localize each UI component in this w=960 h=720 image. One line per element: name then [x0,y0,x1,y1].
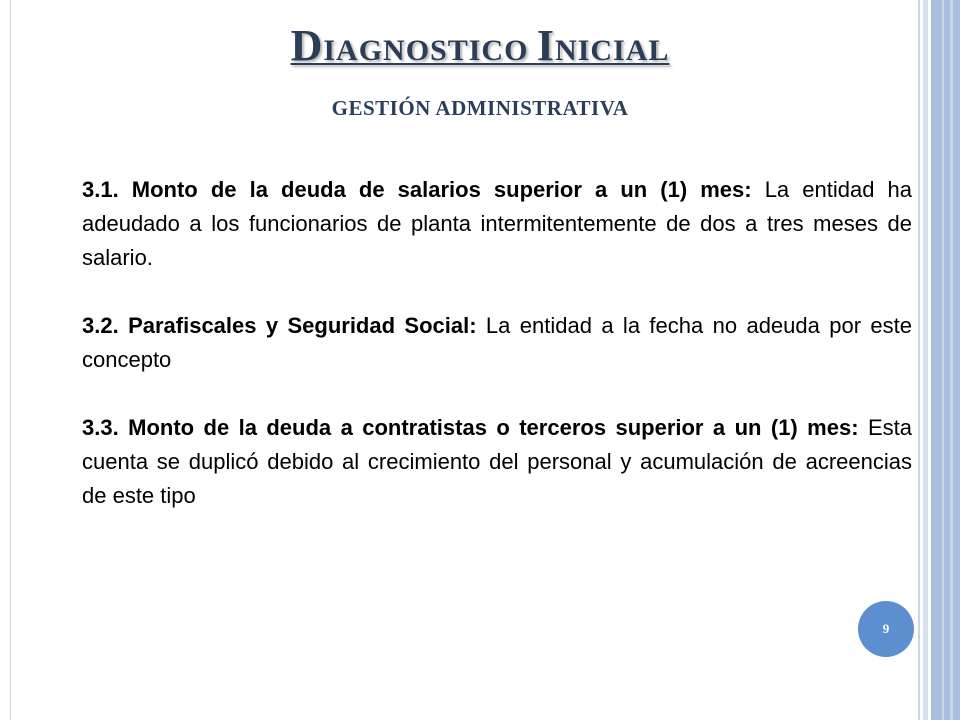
title-initial-1: D [290,21,324,70]
section-heading: 3.3. Monto de la deuda a contratistas o terceros superior a un (1) mes: [82,415,859,440]
section-3-1 [82,173,912,275]
title-word-1-rest: IAGNOSTICO [323,34,529,67]
slide-title [0,20,960,77]
body-content [82,173,912,547]
section-heading: 3.1. Monto de la deuda de salarios superior a un (1) mes: [82,177,752,202]
section-text: Esta cuenta se duplicó debido al crecimiento del personal y acumulación de acreencias de este tipo [82,415,912,508]
slide-subtitle: GESTIÓN ADMINISTRATIVA [331,96,629,120]
section-3-2 [82,309,912,377]
section-text: La entidad ha adeudado a los funcionarios de planta intermitentemente de dos a tres meses de salario. [82,177,912,270]
section-heading: 3.2. Parafiscales y Seguridad Social: [82,313,477,338]
title-word-2-rest: NICIAL [555,34,670,67]
title-initial-2: I [536,21,556,70]
section-text: La entidad a la fecha no adeuda por este concepto [82,313,912,372]
section-3-3 [82,411,912,513]
page-number-badge: 9 [858,601,914,657]
